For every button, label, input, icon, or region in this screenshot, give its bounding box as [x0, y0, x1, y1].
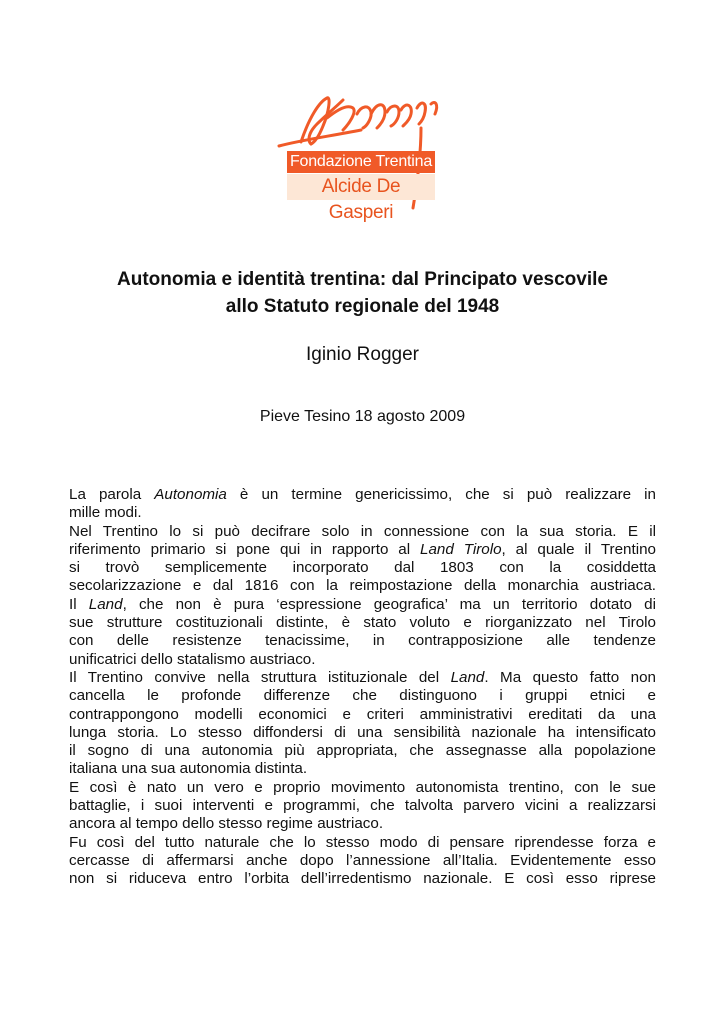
body-line: Il Trentino convive nella struttura istituzionale del Land. Ma questo fatto non [69, 668, 657, 686]
emphasized-term: Land [88, 595, 123, 613]
emphasized-term: Autonomia [154, 486, 227, 503]
body-line: E così è nato un vero e proprio movimento autonomista trentino, con le sue [69, 778, 656, 796]
logo-line-name: Alcide De Gasperi [287, 174, 435, 200]
body-line: battaglie, i suoi interventi e programmi, che talvolta parvero vicini a realizzarsi [69, 797, 656, 815]
logo-wordmark [287, 151, 435, 223]
body-line: lunga storia. Lo stesso diffondersi di una sensibilità nazionale ha intensificato [69, 723, 656, 741]
body-line: riferimento primario si pone qui in rapporto al Land Tirolo, al quale il Trentino [69, 540, 656, 558]
body-line: cancella le profonde differenze che distinguono i gruppi etnici e [69, 687, 656, 705]
body-line: si trovò semplicemente incorporato dal 1803 con la cosiddetta [69, 559, 656, 577]
emphasized-term: Land [450, 668, 485, 686]
body-line: con delle resistenze tenacissime, in contrapposizione alle tendenze [69, 632, 656, 650]
author-name: Iginio Rogger [305, 344, 420, 365]
body-line: La parola Autonomia è un termine genericissimo, che si può realizzare in [69, 486, 656, 503]
logo-line-foundation: Fondazione Trentina [287, 151, 435, 173]
place-date: Pieve Tesino 18 agosto 2009 [259, 408, 466, 425]
body-line: mille modi. [69, 504, 142, 522]
title-line-2: allo Statuto regionale del 1948 [225, 296, 500, 317]
body-line: ancora al tempo dello stesso regime austriaco. [69, 815, 384, 833]
body-line: italiana una sua autonomia distinta. [69, 760, 308, 778]
body-line: unificatrici dello statalismo austriaco. [69, 650, 316, 668]
body-line: contrappongono modelli economici e criteri amministrativi ereditati da una [69, 705, 656, 723]
document-title [60, 266, 665, 320]
body-line: Fu così del tutto naturale che lo stesso modo di pensare riprendesse forza e [69, 833, 656, 851]
body-line: Il Land, che non è pura ‘espressione geografica’ ma un territorio dotato di [69, 595, 656, 613]
body-line: Nel Trentino lo si può decifrare solo in connessione con la sua storia. E il [69, 522, 656, 540]
body-line: secolarizzazione e dal 1816 con la reimpostazione della monarchia austriaca. [69, 577, 656, 595]
title-line-1: Autonomia e identità trentina: dal Principato vescovile [117, 269, 608, 290]
document-body [69, 486, 656, 889]
body-line: il sogno di una autonomia più appropriata, che assegnasse alla popolazione [69, 742, 656, 760]
body-line: sue strutture costituzionali distinte, è stato voluto e riorganizzato nel Tirolo [69, 614, 656, 632]
foundation-logo [271, 84, 453, 223]
body-line: non si riduceva entro l’orbita dell’irredentismo nazionale. E così esso riprese [69, 870, 656, 888]
body-line: cercasse di affermarsi anche dopo l’annessione all’Italia. Evidentemente esso [69, 851, 656, 869]
emphasized-term: Land Tirolo [420, 540, 502, 558]
